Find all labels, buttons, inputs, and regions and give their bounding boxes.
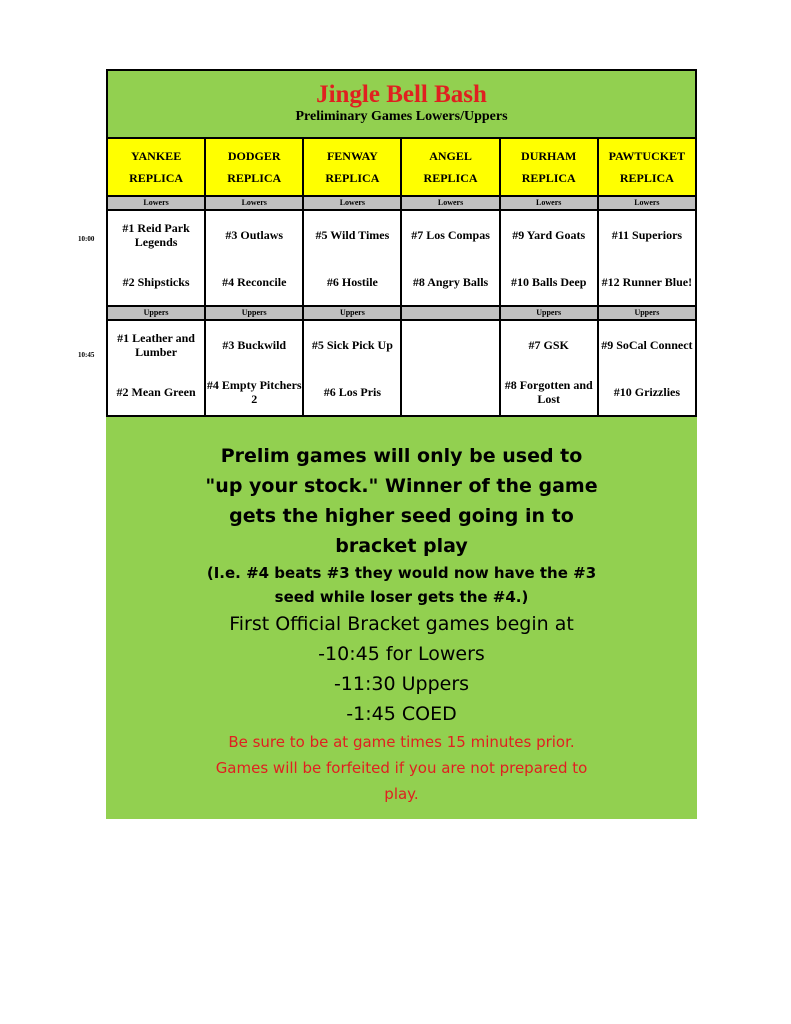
team-cell: #11 Superiors — [598, 210, 696, 258]
schedule-sheet — [106, 69, 697, 819]
team-cell: #12 Runner Blue! — [598, 258, 696, 306]
team-cell: #6 Hostile — [303, 258, 401, 306]
field-header: PAWTUCKET REPLICA — [598, 138, 696, 196]
lowers-time: 10:00 — [78, 235, 95, 243]
field-header: ANGEL REPLICA — [401, 138, 499, 196]
team-cell: #2 Shipsticks — [107, 258, 205, 306]
division-label: Lowers — [598, 196, 696, 210]
team-cell: #4 Empty Pitchers 2 — [205, 368, 303, 416]
team-cell: #3 Buckwild — [205, 320, 303, 368]
team-cell: #7 GSK — [500, 320, 598, 368]
title-box — [106, 69, 697, 139]
page-title: Jingle Bell Bash — [316, 81, 487, 108]
team-cell: #3 Outlaws — [205, 210, 303, 258]
team-cell: #6 Los Pris — [303, 368, 401, 416]
bracket-time-coed: -1:45 COED — [346, 703, 457, 725]
uppers-bottom-row — [107, 368, 696, 416]
forfeit-warning: Be sure to be at game times 15 minutes prior. Games will be forfeited if you are not prepared to play. — [215, 733, 588, 803]
uppers-top-row — [107, 320, 696, 368]
team-cell: #8 Forgotten and Lost — [500, 368, 598, 416]
bracket-intro: First Official Bracket games begin at — [229, 613, 574, 635]
uppers-label-row — [107, 306, 696, 320]
team-cell: #9 Yard Goats — [500, 210, 598, 258]
lowers-bottom-row — [107, 258, 696, 306]
games-table — [106, 137, 697, 417]
uppers-time: 10:45 — [78, 351, 95, 359]
team-cell: #1 Leather and Lumber — [107, 320, 205, 368]
division-label: Uppers — [500, 306, 598, 320]
team-cell: #10 Balls Deep — [500, 258, 598, 306]
team-cell: #5 Wild Times — [303, 210, 401, 258]
field-header: DURHAM REPLICA — [500, 138, 598, 196]
division-label: Uppers — [598, 306, 696, 320]
team-cell: #2 Mean Green — [107, 368, 205, 416]
team-cell: #10 Grizzlies — [598, 368, 696, 416]
field-header: FENWAY REPLICA — [303, 138, 401, 196]
team-cell: #7 Los Compas — [401, 210, 499, 258]
team-cell — [401, 368, 499, 416]
page-subtitle: Preliminary Games Lowers/Uppers — [295, 109, 508, 124]
division-label: Lowers — [401, 196, 499, 210]
seed-example-note: (I.e. #4 beats #3 they would now have the #3 seed while loser gets the #4.) — [206, 564, 597, 606]
notes-section — [106, 441, 697, 807]
division-label: Lowers — [500, 196, 598, 210]
division-label: Uppers — [107, 306, 205, 320]
team-cell: #5 Sick Pick Up — [303, 320, 401, 368]
bracket-time-uppers: -11:30 Uppers — [333, 673, 470, 695]
division-label: Uppers — [303, 306, 401, 320]
division-label: Uppers — [205, 306, 303, 320]
prelim-note: Prelim games will only be used to "up your stock." Winner of the game gets the higher seed going in to bracket play — [205, 445, 598, 557]
team-cell: #8 Angry Balls — [401, 258, 499, 306]
bracket-time-lowers: -10:45 for Lowers — [318, 643, 485, 665]
lowers-label-row — [107, 196, 696, 210]
team-cell — [401, 320, 499, 368]
field-header: YANKEE REPLICA — [107, 138, 205, 196]
lowers-top-row — [107, 210, 696, 258]
division-label: Lowers — [107, 196, 205, 210]
team-cell: #9 SoCal Connect — [598, 320, 696, 368]
team-cell: #1 Reid Park Legends — [107, 210, 205, 258]
team-cell: #4 Reconcile — [205, 258, 303, 306]
field-header: DODGER REPLICA — [205, 138, 303, 196]
division-label: Lowers — [303, 196, 401, 210]
division-label — [401, 306, 499, 320]
field-header-row — [107, 138, 696, 196]
division-label: Lowers — [205, 196, 303, 210]
